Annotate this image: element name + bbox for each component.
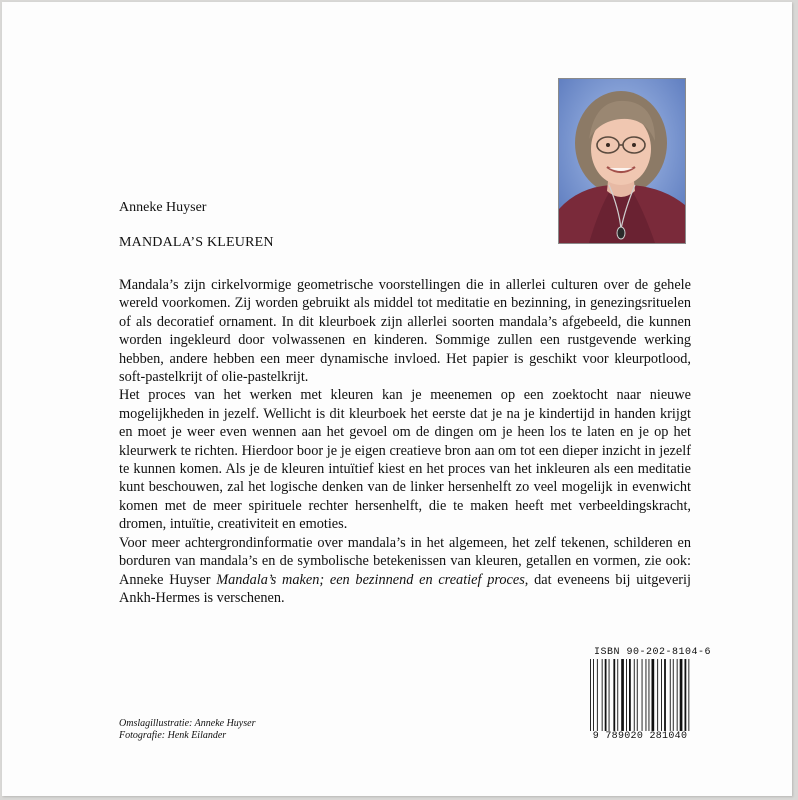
book-back-cover [2,2,792,796]
author-photo [558,78,686,244]
photography-credit: Fotografie: Henk Eilander [119,730,227,741]
barcode-digits: 9 789020 281040 [592,731,688,742]
blurb-paragraph-1: Mandala’s zijn cirkelvormige geometrische voorstellingen die in allerlei culturen over de gehele wereld voorkomen. Zij worden gebruikt als middel tot meditatie en bezinning, in genezingsrituelen of als decoratief ornament. In dit kleurboek zijn allerlei soorten mandala’s afgebeeld, die kunnen worden ingekleurd door volwassenen en kinderen. Sommige zullen een rustgevende werking hebben, andere hebben een meer dynamische invloed. Het papier is geschikt voor kleurpotlood, soft-pastelkrijt of olie-pastelkrijt. [119,277,691,386]
blurb-text [119,276,691,607]
blurb-paragraph-2: Het proces van het werken met kleuren kan je meenemen op een zoektocht naar nieuwe mogelijkheden in jezelf. Wellicht is dit kleurboek het eerste dat je na je kindertijd in handen krijgt en moet je weer even wennen aan het gevoel om de dingen om je heen los te laten en je op het kleurwerk te richten. Hierdoor boor je je eigen creatieve bron aan om tot een dieper inzicht in jezelf te kunnen komen. Als je de kleuren intuïtief kiest en het proces van het inkleuren als een meditatie kunt beschouwen, zal het logische denken van de linker hersenhelft zo veel mogelijk in evenwicht komen met de meer spirituele rechter hersenhelft, die te maken heeft met verbeeldingskracht, dromen, intuïtie, creativiteit en emoties. [119,387,691,533]
credits [119,718,255,742]
blurb-paragraph-3-end: , dat eveneens bij uitgeverij Ankh-Hermes is verschenen. [119,571,691,606]
referenced-book-title: Mandala’s maken; een bezinnend en creatief proces [216,571,525,588]
isbn-label: ISBN 90-202-8104-6 [594,647,712,658]
blurb-paragraph-3 [119,534,691,608]
blurb-paragraph-3-start: Voor meer achtergrondinformatie over mandala’s in het algemeen, het zelf tekenen, schilderen en borduren van mandala’s en de symbolische betekenissen van kleuren, getallen en vormen, zie ook: Anneke Huyser [119,534,691,588]
cover-illustration-credit: Omslagillustratie: Anneke Huyser [119,718,256,729]
book-title: MANDALA’S KLEUREN [119,235,274,250]
barcode [588,659,692,731]
author-name: Anneke Huyser [119,200,207,215]
